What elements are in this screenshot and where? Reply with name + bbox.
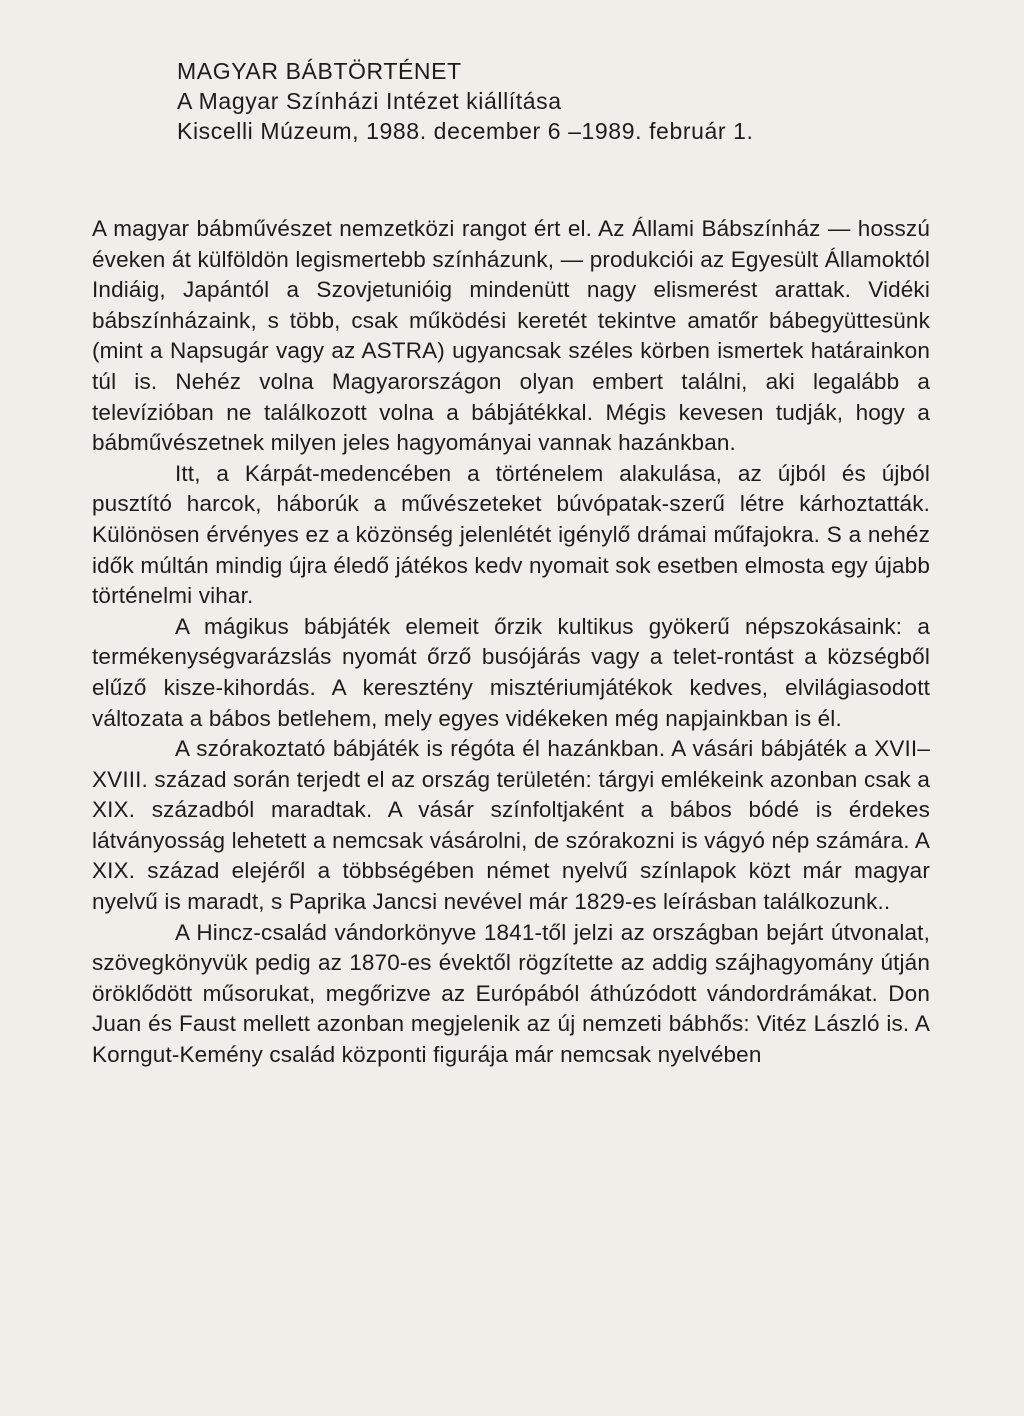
document-header — [177, 56, 877, 146]
document-body — [92, 214, 930, 1071]
paragraph-4: A szórakoztató bábjáték is régóta él hazánkban. A vásári bábjáték a XVII–XVIII. század során terjedt el az ország területén: tárgyi emlékeink azonban csak a XIX. századból maradtak. A vásár színfoltjaként a bábos bódé is érdekes látványosság lehetett a nemcsak vásárolni, de szórakozni is vágyó nép számára. A XIX. század elejéről a többségében német nyelvű színlapok közt már magyar nyelvű is maradt, s Paprika Jancsi nevével már 1829-es leírásban találkozunk.. — [92, 736, 930, 915]
paragraph-3: A mágikus bábjáték elemeit őrzik kultikus gyökerű népszokásaink: a termékenységvarázslás nyomát őrző busójárás vagy a telet-rontást a községből elűző kisze-kihordás. A keresztény misztériumjátékok kedves, elvilágiasodott változata a bábos betlehem, mely egyes vidékeken még napjainkban is él. — [92, 613, 930, 731]
paragraph-2: Itt, a Kárpát-medencében a történelem alakulása, az újból és újból pusztító harcok, háborúk a művészeteket búvópatak-szerű létre kárhoztatták. Különösen érvényes ez a közönség jelenlétét igénylő drámai műfajokra. S a nehéz idők múltán mindig újra éledő játékos kedv nyomait sok esetben elmosta egy újabb történelmi vihar. — [92, 460, 930, 609]
paragraph-5: A Hincz-család vándorkönyve 1841-től jelzi az országban bejárt útvonalat, szövegkönyvük pedig az 1870-es évektől rögzítette az addig szájhagyomány útján öröklődött műsorukat, megőrizve az Európából áthúzódott vándordrámákat. Don Juan és Faust mellett azonban megjelenik az új nemzeti bábhős: Vitéz László is. A Korngut-Kemény család központi figurája már nemcsak nyelvében — [92, 919, 930, 1068]
exhibition-organizer: A Magyar Színházi Intézet kiállítása — [177, 88, 562, 114]
paragraph-1: A magyar bábművészet nemzetközi rangot ért el. Az Állami Bábszínház — hosszú éveken át külföldön legismertebb színházunk, — produkciói az Egyesült Államoktól Indiáig, Japántól a Szovjetunióig mindenütt nagy elismerést arattak. Vidéki bábszínházaink, s több, csak működési keretét tekintve amatőr bábegyüttesünk (mint a Napsugár vagy az ASTRA) ugyancsak széles körben ismertek határainkon túl is. Nehéz volna Magyarországon olyan embert találni, aki legalább a televízióban ne találkozott volna a bábjátékkal. Mégis kevesen tudják, hogy a bábművészetnek milyen jeles hagyományai vannak hazánkban. — [92, 216, 930, 456]
exhibition-title: MAGYAR BÁBTÖRTÉNET — [177, 58, 462, 84]
exhibition-venue-dates: Kiscelli Múzeum, 1988. december 6 –1989. február 1. — [177, 118, 754, 144]
